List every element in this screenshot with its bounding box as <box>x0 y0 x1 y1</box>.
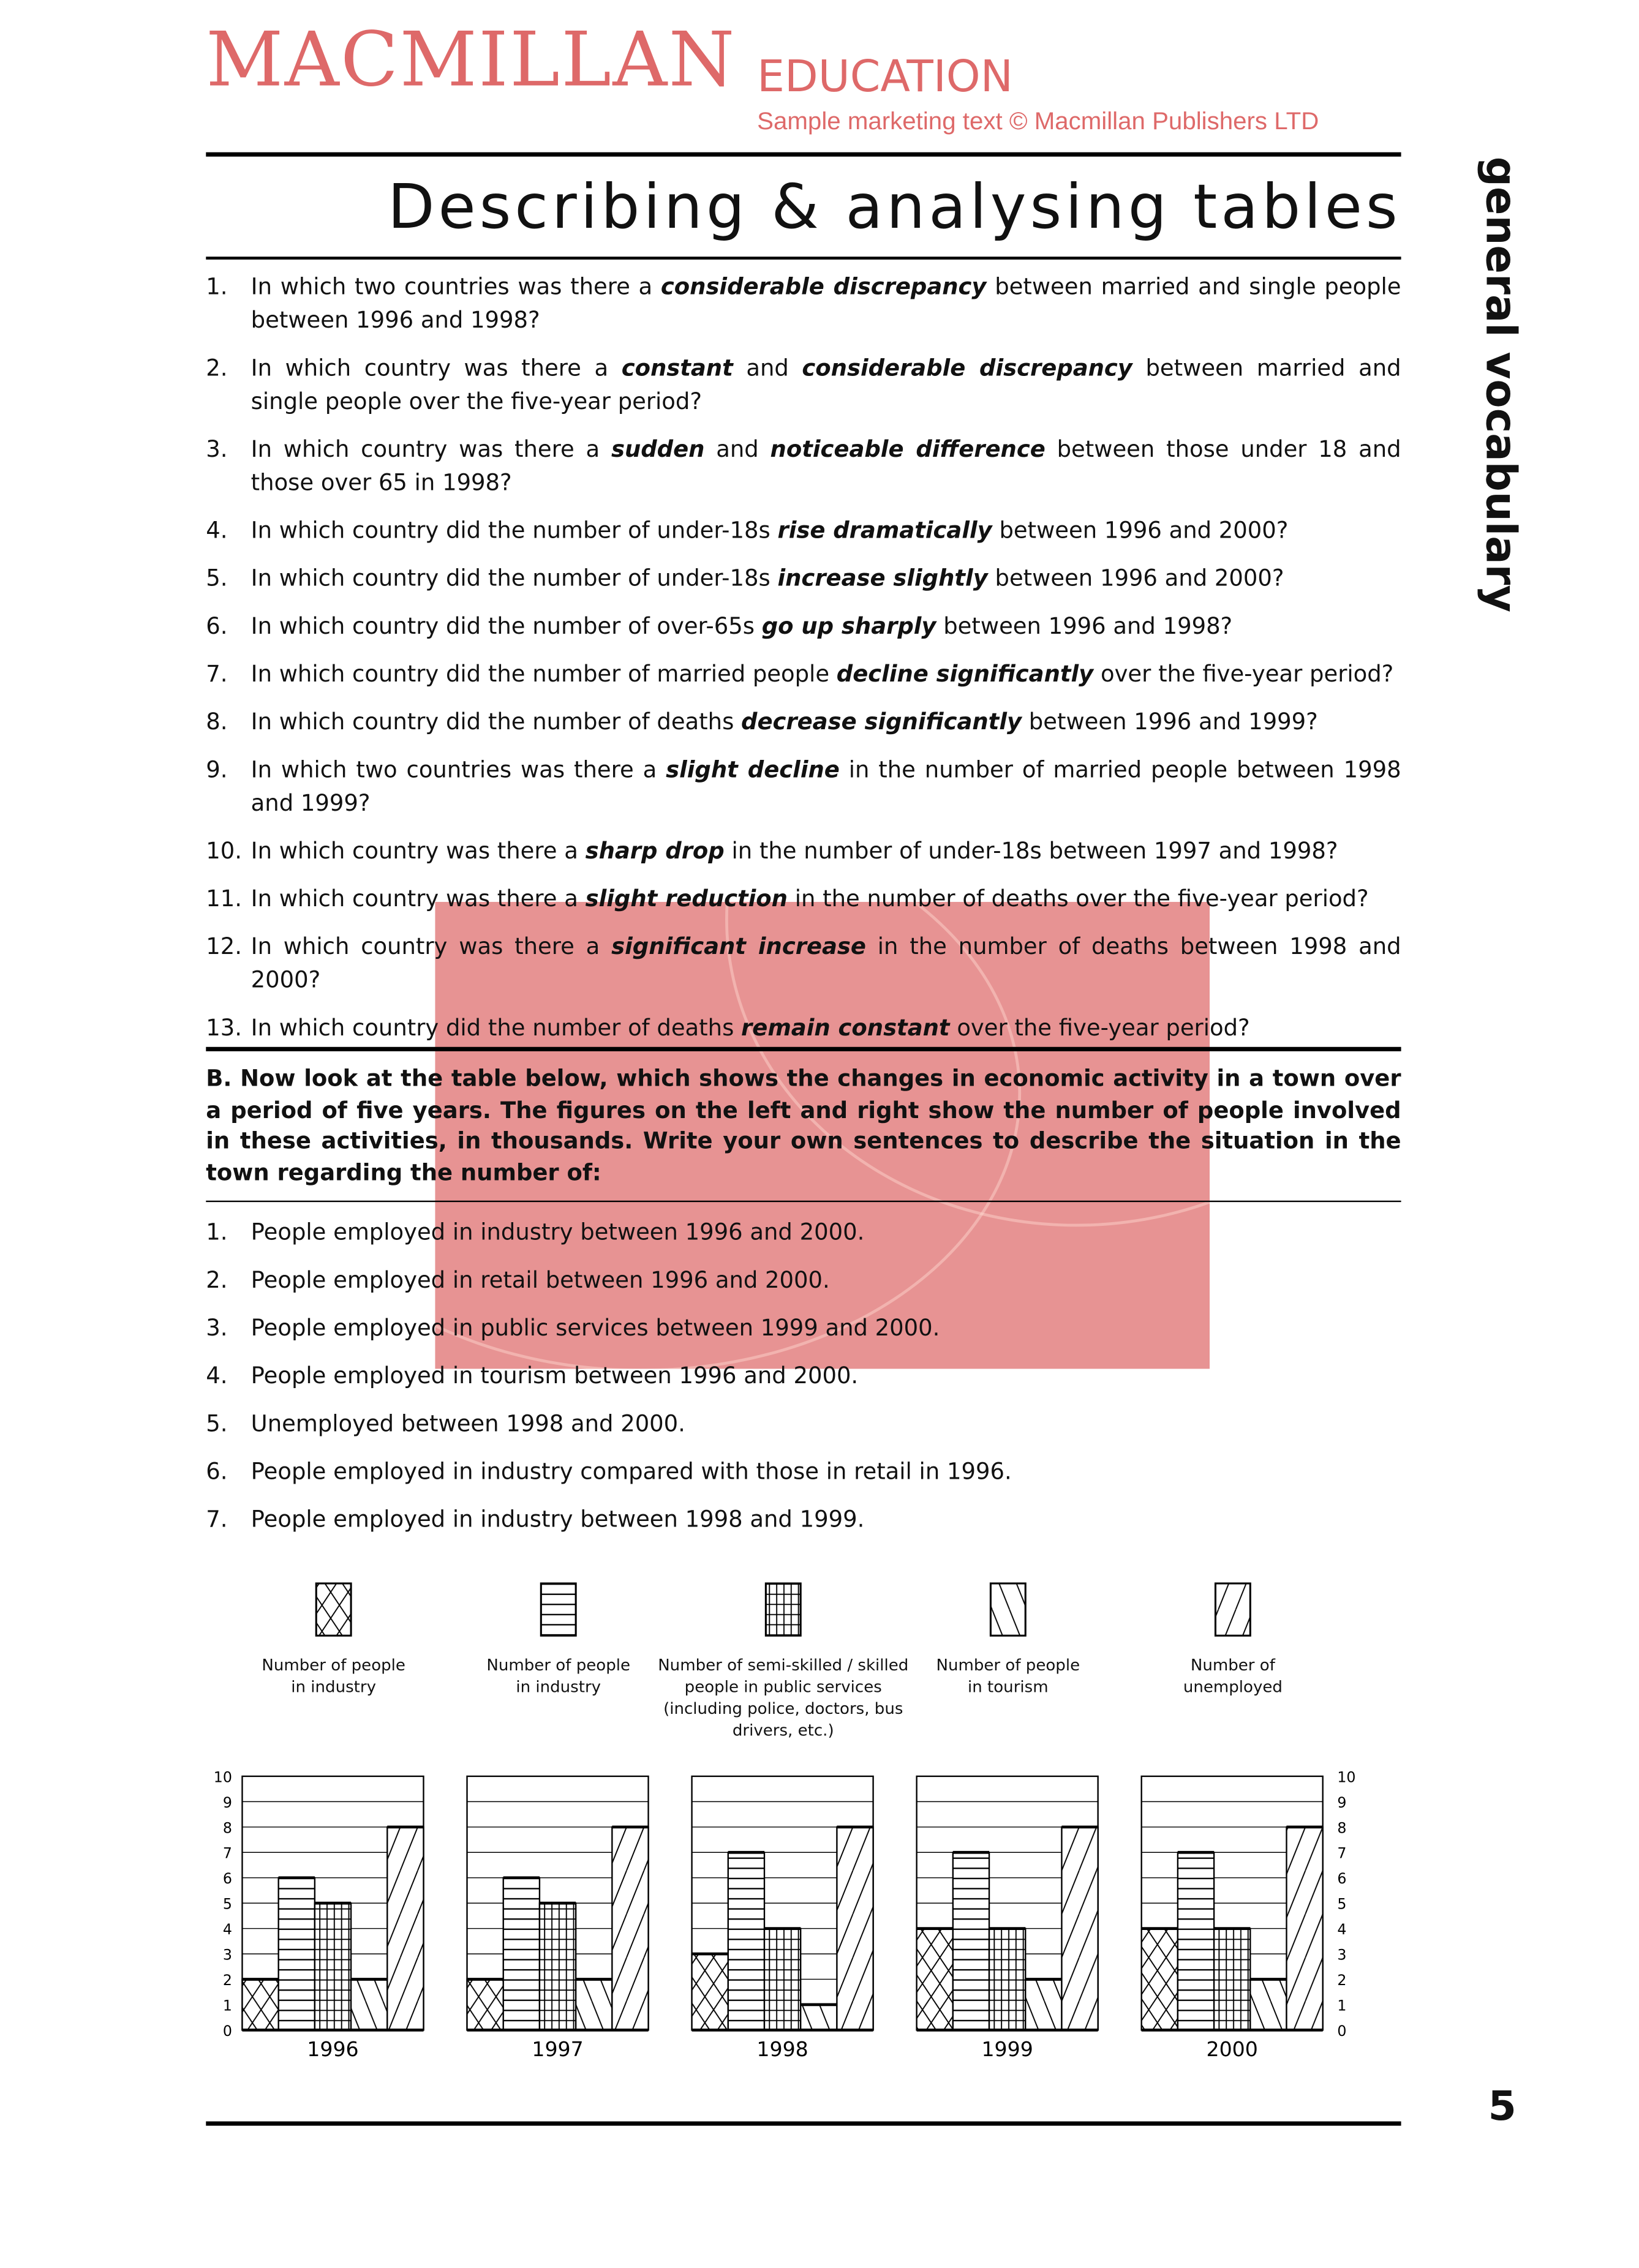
question-fragment: between 1996 and 1999? <box>1022 709 1318 735</box>
question-number: 6. <box>206 613 228 640</box>
question-text <box>251 610 1401 644</box>
key-phrase: decline significantly <box>836 661 1094 688</box>
task-number: 4. <box>206 1363 228 1389</box>
y-tick-label-left: 5 <box>222 1895 232 1913</box>
question-fragment: In which country was there a <box>251 934 612 960</box>
question-fragment: between those under 18 and those over 65 in 1998? <box>251 436 1401 496</box>
question-fragment: and <box>704 436 771 463</box>
bar-horizontal-1996 <box>279 1878 315 2030</box>
question-number: 12. <box>206 934 243 960</box>
question-fragment: In which country did the number of deaths <box>251 709 742 735</box>
y-tick-label-right: 9 <box>1337 1793 1347 1811</box>
question-text <box>251 883 1401 916</box>
key-phrase: constant <box>621 355 733 381</box>
y-tick-label-right: 1 <box>1337 1997 1347 2015</box>
bar-slash-1998 <box>837 1827 873 2030</box>
section-b-rule <box>206 1047 1401 1051</box>
bar-horizontal-1998 <box>728 1852 764 2030</box>
bar-backslash-1999 <box>1025 1979 1061 2030</box>
question-fragment: In which country was there a <box>251 885 586 912</box>
title-rule <box>206 257 1401 260</box>
y-tick-label-left: 9 <box>222 1793 232 1811</box>
question-number: 2. <box>206 355 228 381</box>
key-phrase: considerable discrepancy <box>802 355 1132 381</box>
question-item <box>206 931 1401 997</box>
chart-panel-1998 <box>692 1776 873 2061</box>
x-tick-label: 1999 <box>981 2037 1033 2061</box>
question-item <box>206 515 1401 548</box>
key-phrase: rise dramatically <box>777 517 992 544</box>
key-phrase: go up sharply <box>761 613 936 640</box>
task-number: 2. <box>206 1267 228 1294</box>
key-phrase: decrease significantly <box>741 709 1022 735</box>
question-fragment: between married and single people over the five-year period? <box>251 355 1401 415</box>
y-tick-label-left: 7 <box>222 1844 232 1862</box>
x-tick-label: 1997 <box>532 2037 584 2061</box>
legend-label: Number of people in industry <box>486 1656 631 1697</box>
task-text: People employed in industry between 1998 and 1999. <box>251 1506 865 1533</box>
legend-swatch-crosshatch <box>316 1583 351 1635</box>
task-text: Unemployed between 1998 and 2000. <box>251 1411 685 1437</box>
task-text: People employed in public services between 1999 and 2000. <box>251 1315 940 1342</box>
chart-panel-1997 <box>467 1776 649 2061</box>
key-phrase: sharp drop <box>585 838 725 865</box>
key-phrase: remain constant <box>741 1015 950 1042</box>
question-item <box>206 610 1401 644</box>
legend-swatch-slash <box>1215 1583 1250 1635</box>
question-text <box>251 1012 1401 1045</box>
question-number: 11. <box>206 885 243 912</box>
question-item <box>206 835 1401 868</box>
question-number: 4. <box>206 517 228 544</box>
bottom-rule <box>206 2122 1401 2126</box>
question-fragment: In which country was there a <box>251 355 622 381</box>
bar-grid-1999 <box>989 1929 1025 2030</box>
task-text: People employed in tourism between 1996 and 2000. <box>251 1363 859 1389</box>
question-fragment: and <box>733 355 802 381</box>
question-fragment: In which country did the number of over-65s <box>251 613 762 640</box>
question-fragment: between 1996 and 1998? <box>936 613 1233 640</box>
bar-slash-1997 <box>612 1827 648 2030</box>
key-phrase: slight reduction <box>585 885 788 912</box>
y-tick-label-right: 8 <box>1337 1819 1347 1837</box>
key-phrase: slight decline <box>666 757 840 783</box>
bar-crosshatch-1998 <box>692 1954 728 2030</box>
y-tick-label-right: 3 <box>1337 1946 1347 1964</box>
question-fragment: over the five-year period? <box>1093 661 1394 688</box>
y-tick-label-left: 0 <box>222 2022 232 2040</box>
question-fragment: between 1996 and 2000? <box>992 517 1289 544</box>
question-item <box>206 754 1401 820</box>
task-item <box>206 1408 1401 1441</box>
side-section-label: general vocabulary <box>1476 156 1526 613</box>
question-list-a <box>206 271 1401 1060</box>
task-item <box>206 1504 1401 1537</box>
x-tick-label: 2000 <box>1206 2037 1258 2061</box>
bar-crosshatch-1997 <box>467 1979 503 2030</box>
question-number: 9. <box>206 757 228 783</box>
task-item <box>206 1264 1401 1297</box>
task-number: 5. <box>206 1411 228 1437</box>
bar-horizontal-1999 <box>953 1852 989 2030</box>
question-item <box>206 271 1401 338</box>
task-number: 7. <box>206 1506 228 1533</box>
question-text <box>251 706 1401 739</box>
question-fragment: In which country did the number of deaths <box>251 1015 742 1042</box>
bar-slash-2000 <box>1287 1827 1323 2030</box>
question-fragment: over the five-year period? <box>949 1015 1250 1042</box>
bar-slash-1996 <box>387 1827 423 2030</box>
bar-crosshatch-1996 <box>242 1979 278 2030</box>
question-text <box>251 563 1401 596</box>
task-number: 3. <box>206 1315 228 1342</box>
task-item <box>206 1217 1401 1250</box>
question-number: 13. <box>206 1015 243 1042</box>
top-rule <box>206 152 1401 157</box>
question-text <box>251 835 1401 868</box>
watermark-note: Sample marketing text © Macmillan Publishers LTD <box>757 107 1319 135</box>
y-tick-label-right: 5 <box>1337 1895 1347 1913</box>
bar-backslash-1998 <box>801 2005 837 2030</box>
bar-crosshatch-1999 <box>917 1929 953 2030</box>
y-tick-label-right: 7 <box>1337 1844 1347 1862</box>
legend-swatch-backslash <box>990 1583 1025 1635</box>
y-tick-label-left: 2 <box>222 1971 232 1989</box>
question-fragment: In which country did the number of married people <box>251 661 837 688</box>
question-text <box>251 434 1401 500</box>
question-number: 1. <box>206 274 228 301</box>
task-item <box>206 1456 1401 1489</box>
question-fragment: in the number of deaths over the five-year period? <box>787 885 1369 912</box>
question-item <box>206 563 1401 596</box>
question-fragment: In which two countries was there a <box>251 757 666 783</box>
question-text <box>251 352 1401 419</box>
y-tick-label-left: 10 <box>213 1768 232 1786</box>
bar-horizontal-1997 <box>503 1878 540 2030</box>
key-phrase: sudden <box>611 436 705 463</box>
y-tick-label-left: 8 <box>222 1819 232 1837</box>
chart-panel-1999 <box>917 1776 1098 2061</box>
legend-label: Number of people in industry <box>262 1656 405 1697</box>
y-tick-label-right: 2 <box>1337 1971 1347 1989</box>
bar-grid-1997 <box>540 1903 576 2030</box>
question-item <box>206 434 1401 500</box>
question-number: 8. <box>206 709 228 735</box>
key-phrase: increase slightly <box>777 565 988 592</box>
bar-backslash-1996 <box>351 1979 387 2030</box>
question-item <box>206 706 1401 739</box>
legend-swatch-grid <box>766 1583 801 1635</box>
watermark-subtitle: EDUCATION <box>757 52 1013 103</box>
question-item <box>206 1012 1401 1045</box>
question-fragment: In which country was there a <box>251 436 611 463</box>
question-fragment: between married and single people between 1996 and 1998? <box>251 274 1401 334</box>
y-tick-label-left: 4 <box>222 1921 232 1939</box>
question-number: 5. <box>206 565 228 592</box>
x-tick-label: 1996 <box>307 2037 359 2061</box>
question-text <box>251 271 1401 338</box>
watermark-brand: MACMILLAN <box>206 17 736 105</box>
question-text <box>251 515 1401 548</box>
question-fragment: in the number of deaths between 1998 and 2000? <box>251 934 1401 994</box>
task-text: People employed in industry compared with those in retail in 1996. <box>251 1459 1012 1485</box>
legend-label: Number of unemployed <box>1183 1656 1283 1697</box>
y-tick-label-right: 0 <box>1337 2022 1347 2040</box>
question-item <box>206 658 1401 691</box>
y-tick-label-right: 10 <box>1337 1768 1356 1786</box>
question-text <box>251 754 1401 820</box>
key-phrase: significant increase <box>611 934 866 960</box>
question-fragment: In which two countries was there a <box>251 274 661 301</box>
task-number: 6. <box>206 1459 228 1485</box>
task-text: People employed in industry between 1996 and 2000. <box>251 1219 865 1246</box>
legend-swatch-horizontal <box>541 1583 576 1635</box>
chart-panel-1996 <box>242 1776 423 2061</box>
bar-grid-1998 <box>764 1929 801 2030</box>
bar-horizontal-2000 <box>1178 1852 1214 2030</box>
question-fragment: in the number of married people between 1998 and 1999? <box>251 757 1401 817</box>
task-text: People employed in retail between 1996 and 2000. <box>251 1267 830 1294</box>
key-phrase: considerable discrepancy <box>660 274 987 301</box>
bar-backslash-2000 <box>1250 1979 1286 2030</box>
watermark-labels <box>206 12 1401 142</box>
bar-crosshatch-2000 <box>1142 1929 1178 2030</box>
question-text <box>251 658 1401 691</box>
y-tick-label-left: 1 <box>222 1997 232 2015</box>
bar-grid-1996 <box>315 1903 351 2030</box>
bar-slash-1999 <box>1061 1827 1098 2030</box>
question-number: 3. <box>206 436 228 463</box>
question-fragment: in the number of under-18s between 1997 and 1998? <box>724 838 1338 865</box>
page-number: 5 <box>1488 2082 1517 2130</box>
question-text <box>251 931 1401 997</box>
question-number: 10. <box>206 838 243 865</box>
legend-label: Number of people in tourism <box>936 1656 1080 1697</box>
question-fragment: In which country did the number of under-18s <box>251 517 778 544</box>
chart-panel-2000 <box>1142 1776 1323 2061</box>
question-number: 7. <box>206 661 228 688</box>
question-fragment: In which country did the number of under-18s <box>251 565 778 592</box>
y-tick-label-left: 3 <box>222 1946 232 1964</box>
question-item <box>206 883 1401 916</box>
section-b-instruction: B. Now look at the table below, which shows the changes in economic activity in a town over a period of five years. The figures on the left and right show the number of people involved in these activities, in thousands. Write your own sentences to describe the situation in the town regarding the number of: <box>206 1065 1401 1185</box>
x-tick-label: 1998 <box>756 2037 808 2061</box>
y-tick-label-right: 4 <box>1337 1921 1347 1939</box>
task-item <box>206 1312 1401 1345</box>
bar-backslash-1997 <box>576 1979 612 2030</box>
y-tick-label-right: 6 <box>1337 1870 1347 1888</box>
legend-label: Number of semi-skilled / skilled people in public services (including police, doctors, bus drivers, etc.) <box>658 1656 909 1740</box>
y-tick-label-left: 6 <box>222 1870 232 1888</box>
instruction-rule <box>206 1201 1401 1202</box>
task-number: 1. <box>206 1219 228 1246</box>
key-phrase: noticeable difference <box>770 436 1046 463</box>
task-item <box>206 1360 1401 1393</box>
question-fragment: between 1996 and 2000? <box>987 565 1284 592</box>
page-title: Describing & analysing tables <box>387 171 1401 242</box>
question-list-b <box>206 1217 1401 1552</box>
question-item <box>206 352 1401 419</box>
question-fragment: In which country was there a <box>251 838 586 865</box>
bar-grid-2000 <box>1214 1929 1250 2030</box>
